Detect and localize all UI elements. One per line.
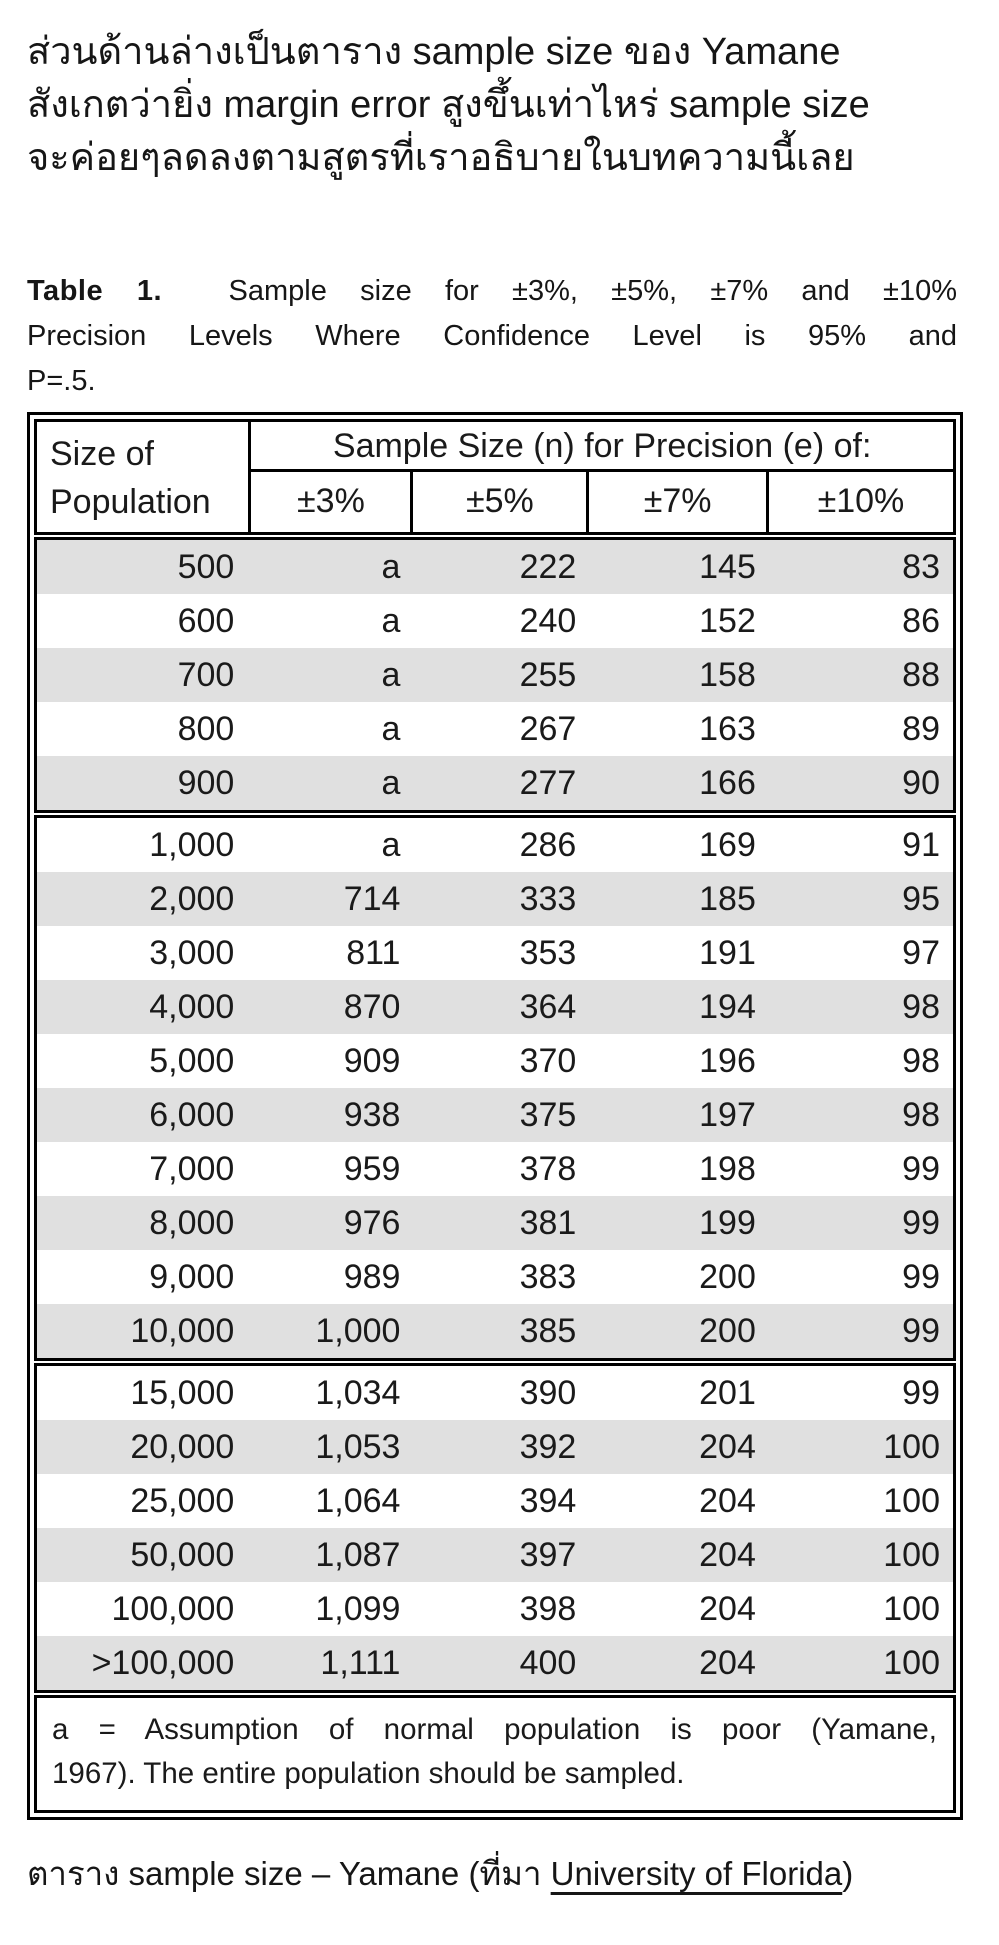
value-cell: 99 — [902, 1204, 940, 1242]
header-precision-10: ±10% — [817, 482, 905, 520]
value-cell: 100 — [883, 1482, 940, 1520]
population-cell: 15,000 — [130, 1374, 235, 1412]
population-cell: 100,000 — [111, 1590, 235, 1628]
group-15000-plus — [34, 1363, 956, 1693]
header-precision-row — [251, 472, 953, 532]
table-title-line2: Precision Levels Where Confidence Level is 95% and — [27, 320, 957, 352]
value-cell: 91 — [902, 826, 940, 864]
table-header — [34, 419, 956, 535]
value-cell: a — [381, 602, 401, 640]
value-cell: 392 — [519, 1428, 577, 1466]
value-cell: 1,053 — [315, 1428, 401, 1466]
value-cell: 88 — [902, 656, 940, 694]
table-row — [37, 1304, 953, 1358]
value-cell: 86 — [902, 602, 940, 640]
caption-prefix: ตาราง sample size – Yamane (ที่มา — [27, 1855, 551, 1892]
population-cell: 6,000 — [149, 1096, 235, 1134]
table-title — [27, 269, 957, 404]
value-cell: 400 — [519, 1644, 577, 1682]
header-precision-3: ±3% — [251, 472, 413, 532]
table-number-label: Table 1. — [27, 275, 163, 307]
population-cell: 500 — [177, 548, 235, 586]
population-cell: 5,000 — [149, 1042, 235, 1080]
value-cell: 99 — [902, 1258, 940, 1296]
value-cell: 204 — [699, 1482, 756, 1520]
value-cell: 100 — [883, 1428, 940, 1466]
value-cell: 197 — [699, 1096, 756, 1134]
population-cell: 9,000 — [149, 1258, 235, 1296]
header-population-line2: Population — [50, 483, 211, 521]
value-cell: 333 — [519, 880, 577, 918]
intro-line: สังเกตว่ายิ่ง margin error สูงขึ้นเท่าไหร่ sample size — [27, 84, 870, 126]
value-cell: 204 — [699, 1644, 756, 1682]
value-cell: 100 — [883, 1590, 940, 1628]
value-cell: 204 — [699, 1536, 756, 1574]
table-row — [37, 818, 953, 872]
value-cell: 959 — [343, 1150, 401, 1188]
value-cell: 267 — [519, 710, 577, 748]
value-cell: 163 — [699, 710, 756, 748]
value-cell: 199 — [699, 1204, 756, 1242]
population-cell: 10,000 — [130, 1312, 235, 1350]
header-precision-5: ±5% — [413, 472, 589, 532]
caption-suffix: ) — [842, 1855, 854, 1892]
value-cell: 397 — [519, 1536, 577, 1574]
value-cell: 83 — [902, 548, 940, 586]
value-cell: 158 — [699, 656, 756, 694]
group-1000-10000 — [34, 815, 956, 1361]
table-row — [37, 1088, 953, 1142]
value-cell: 390 — [519, 1374, 577, 1412]
population-cell: 1,000 — [149, 826, 235, 864]
population-cell: 50,000 — [130, 1536, 235, 1574]
value-cell: 938 — [343, 1096, 401, 1134]
header-population-cell — [37, 422, 251, 532]
value-cell: 98 — [902, 988, 940, 1026]
population-cell: 4,000 — [149, 988, 235, 1026]
table-body-blocks — [34, 537, 956, 1693]
value-cell: 394 — [519, 1482, 577, 1520]
value-cell: 100 — [883, 1644, 940, 1682]
value-cell: a — [381, 548, 401, 586]
table-row — [37, 1528, 953, 1582]
value-cell: 99 — [902, 1312, 940, 1350]
table-title-line1 — [27, 269, 957, 314]
header-span-label: Sample Size (n) for Precision (e) of: — [251, 422, 953, 472]
value-cell: 989 — [343, 1258, 401, 1296]
sample-size-table — [27, 412, 963, 1820]
value-cell: 98 — [902, 1042, 940, 1080]
table-row — [37, 1250, 953, 1304]
value-cell: 99 — [902, 1150, 940, 1188]
value-cell: 714 — [343, 880, 401, 918]
table-row — [37, 702, 953, 756]
table-row — [37, 1636, 953, 1690]
population-cell: 7,000 — [149, 1150, 235, 1188]
value-cell: 811 — [346, 934, 401, 972]
table-title-line3: P=.5. — [27, 365, 96, 397]
footnote-line2: 1967). The entire population should be sampled. — [52, 1757, 685, 1790]
value-cell: 90 — [902, 764, 940, 802]
table-row — [37, 1474, 953, 1528]
table-row — [37, 1366, 953, 1420]
group-500-900 — [34, 537, 956, 813]
population-cell: 600 — [177, 602, 235, 640]
value-cell: 1,087 — [315, 1536, 401, 1574]
value-cell: 1,000 — [315, 1312, 401, 1350]
population-cell: 20,000 — [130, 1428, 235, 1466]
value-cell: a — [381, 710, 401, 748]
value-cell: 100 — [883, 1536, 940, 1574]
value-cell: 1,034 — [315, 1374, 401, 1412]
value-cell: 1,099 — [315, 1590, 401, 1628]
table-row — [37, 1142, 953, 1196]
value-cell: 191 — [699, 934, 756, 972]
value-cell: 277 — [519, 764, 577, 802]
value-cell: 375 — [519, 1096, 577, 1134]
table-row — [37, 1420, 953, 1474]
value-cell: 145 — [699, 548, 756, 586]
value-cell: 98 — [902, 1096, 940, 1134]
table-row — [37, 1582, 953, 1636]
population-cell: 25,000 — [130, 1482, 235, 1520]
population-cell: 2,000 — [149, 880, 235, 918]
value-cell: 364 — [519, 988, 577, 1026]
value-cell: 370 — [519, 1042, 577, 1080]
table-footnote — [34, 1695, 956, 1813]
value-cell: 204 — [699, 1590, 756, 1628]
table-row — [37, 594, 953, 648]
table-row — [37, 926, 953, 980]
value-cell: 286 — [519, 826, 577, 864]
intro-paragraph — [27, 26, 999, 185]
value-cell: 200 — [699, 1312, 756, 1350]
value-cell: 353 — [519, 934, 577, 972]
value-cell: 97 — [902, 934, 940, 972]
intro-line: จะค่อยๆลดลงตามสูตรที่เราอธิบายในบทความนี้เลย — [27, 137, 855, 179]
population-cell: >100,000 — [91, 1644, 235, 1682]
table-row — [37, 1034, 953, 1088]
value-cell: 381 — [519, 1204, 577, 1242]
footnote-line1: a = Assumption of normal population is poor (Yamane, — [52, 1713, 937, 1746]
value-cell: 204 — [699, 1428, 756, 1466]
value-cell: 222 — [519, 548, 577, 586]
table-row — [37, 540, 953, 594]
value-cell: 200 — [699, 1258, 756, 1296]
population-cell: 8,000 — [149, 1204, 235, 1242]
header-precision-7: ±7% — [589, 472, 769, 532]
value-cell: 383 — [519, 1258, 577, 1296]
population-cell: 700 — [177, 656, 235, 694]
value-cell: a — [381, 826, 401, 864]
value-cell: 385 — [519, 1312, 577, 1350]
value-cell: 976 — [343, 1204, 401, 1242]
value-cell: 1,111 — [320, 1644, 401, 1682]
value-cell: 169 — [699, 826, 756, 864]
value-cell: 95 — [902, 880, 940, 918]
header-population-line1: Size of — [50, 435, 154, 473]
table-row — [37, 756, 953, 810]
table-row — [37, 1196, 953, 1250]
value-cell: 99 — [902, 1374, 940, 1412]
value-cell: 196 — [699, 1042, 756, 1080]
value-cell: 378 — [519, 1150, 577, 1188]
population-cell: 800 — [177, 710, 235, 748]
value-cell: a — [381, 764, 401, 802]
value-cell: 198 — [699, 1150, 756, 1188]
value-cell: 201 — [699, 1374, 756, 1412]
value-cell: 398 — [519, 1590, 577, 1628]
value-cell: 1,064 — [315, 1482, 401, 1520]
value-cell: 194 — [699, 988, 756, 1026]
table-title-text: Sample size for ±3%, ±5%, ±7% and ±10% — [228, 275, 957, 307]
value-cell: 255 — [519, 656, 577, 694]
table-row — [37, 980, 953, 1034]
value-cell: 166 — [699, 764, 756, 802]
value-cell: 909 — [343, 1042, 401, 1080]
table-row — [37, 872, 953, 926]
value-cell: a — [381, 656, 401, 694]
value-cell: 870 — [343, 988, 401, 1026]
table-caption — [27, 1848, 999, 1900]
table-row — [37, 648, 953, 702]
value-cell: 152 — [699, 602, 756, 640]
intro-line: ส่วนด้านล่างเป็นตาราง sample size ของ Yamane — [27, 31, 841, 73]
value-cell: 240 — [519, 602, 577, 640]
source-link[interactable]: University of Florida — [550, 1855, 843, 1892]
population-cell: 3,000 — [149, 934, 235, 972]
value-cell: 185 — [699, 880, 756, 918]
value-cell: 89 — [902, 710, 940, 748]
population-cell: 900 — [177, 764, 235, 802]
